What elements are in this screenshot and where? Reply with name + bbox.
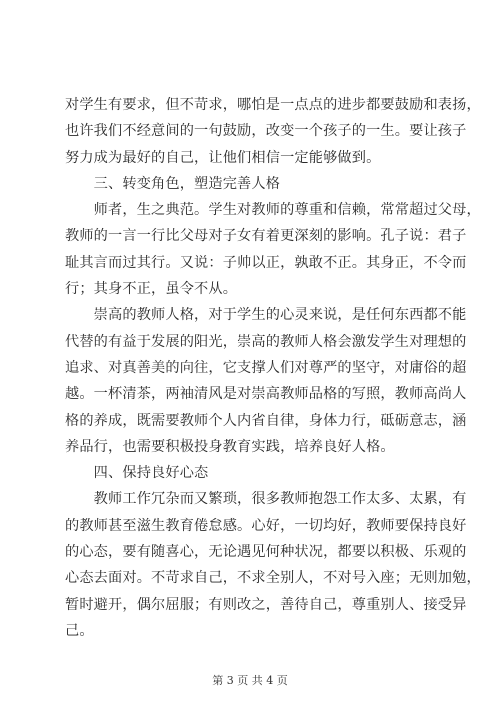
text-line: 崇高的教师人格，对于学生的心灵来说，是任何东西都不能 bbox=[65, 307, 467, 324]
text-line: 也许我们不经意间的一句鼓励，改变一个孩子的一生。要让孩子 bbox=[65, 123, 467, 140]
text-line: 代替的有益于发展的阳光，崇高的教师人格会激发学生对理想的 bbox=[65, 333, 467, 350]
section-heading-4 bbox=[65, 460, 441, 486]
text-line: 暂时避开，偶尔屈服；有则改之，善待自己，尊重别人、接受异 bbox=[65, 596, 467, 613]
paragraph-good-mindset bbox=[65, 486, 481, 644]
text-line: 格的养成，既需要教师个人内省自律，身体力行，砥砺意志，涵 bbox=[65, 412, 467, 429]
paragraph-teacher-model bbox=[65, 197, 481, 302]
section-heading-3 bbox=[65, 171, 441, 197]
text-line: 己。 bbox=[65, 622, 94, 639]
text-line: 越。一杯清茶，两袖清风是对崇高教师品格的写照，教师高尚人 bbox=[65, 386, 467, 403]
text-line: 心态去面对。不苛求自己，不求全别人，不对号入座；无则加勉， bbox=[65, 570, 481, 587]
text-line: 追求、对真善美的向往，它支撑人们对尊严的坚守，对庸俗的超 bbox=[65, 359, 467, 376]
text-line: 耻其言而过其行。又说：子帅以正，孰敢不正。其身正，不令而 bbox=[65, 254, 467, 271]
page-number-footer: 第 3 页 共 4 页 bbox=[212, 674, 288, 687]
text-line: 努力成为最好的自己，让他们相信一定能够做到。 bbox=[65, 149, 381, 166]
text-line: 的教师甚至滋生教育倦怠感。心好，一切均好，教师要保持良好 bbox=[65, 517, 467, 534]
text-line: 对学生有要求，但不苛求，哪怕是一点点的进步都要鼓励和表扬， bbox=[65, 97, 481, 113]
text-line: 师者，生之典范。学生对教师的尊重和信赖，常常超过父母， bbox=[65, 202, 481, 219]
paragraph-encouragement bbox=[65, 92, 481, 171]
text-line: 教师的一言一行比父母对子女有着更深刻的影响。孔子说：君子 bbox=[65, 228, 467, 245]
text-line: 的心态，要有随喜心，无论遇见何种状况，都要以积极、乐观的 bbox=[65, 544, 467, 561]
text-line: 行；其身不正，虽令不从。 bbox=[65, 281, 238, 298]
paragraph-teacher-personality bbox=[65, 302, 467, 460]
text-line: 教师工作冗杂而又繁琐，很多教师抱怨工作太多、太累，有 bbox=[65, 491, 467, 508]
text-line: 养品行，也需要积极投身教育实践，培养良好人格。 bbox=[65, 438, 395, 455]
section-heading-text: 四、保持良好心态 bbox=[65, 465, 209, 482]
section-heading-text: 三、转变角色，塑造完善人格 bbox=[65, 175, 281, 192]
document-body bbox=[65, 92, 481, 644]
